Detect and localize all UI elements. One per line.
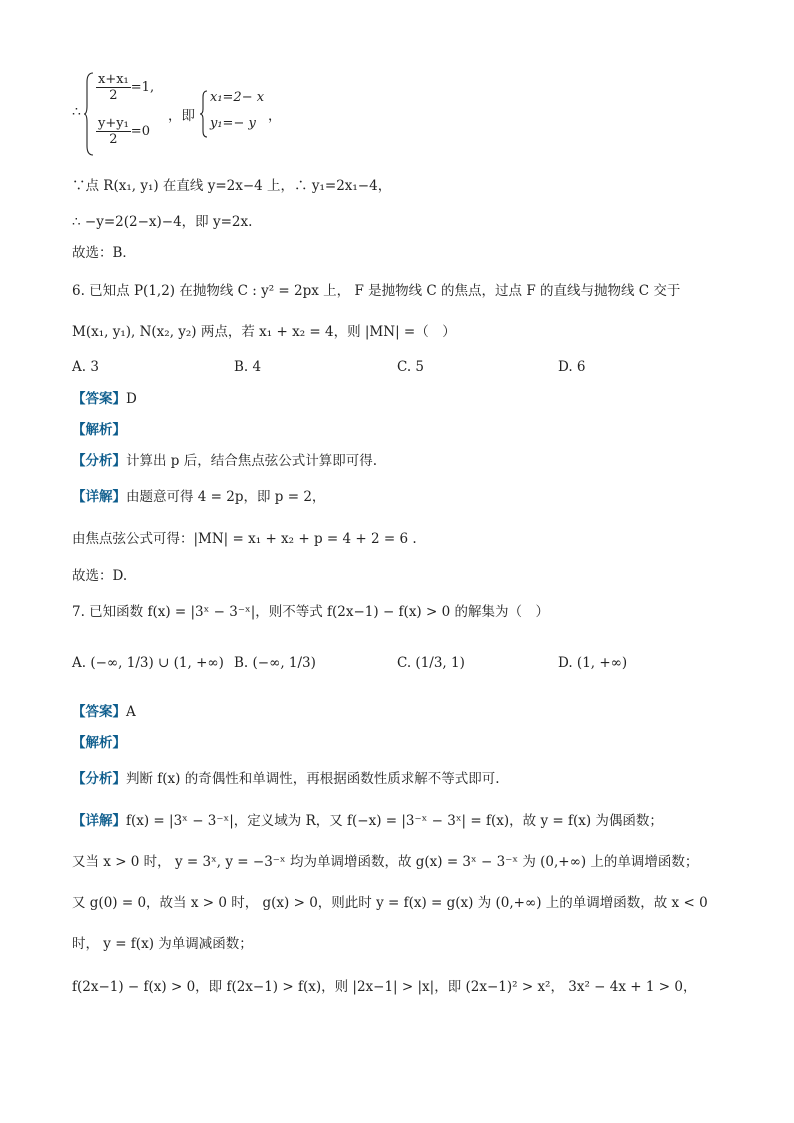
- q6-stem-line2: M(x₁, y₁), N(x₂, y₂) 两点，若 x₁ + x₂ = 4，则 |MN| =（ ）: [72, 324, 456, 340]
- eq2-denominator: 2: [109, 132, 118, 147]
- q7-option-b: B. (−∞, 1/3): [234, 655, 316, 671]
- result-x1: x₁=2− x: [210, 90, 265, 105]
- result-y1: y₁=− y: [210, 116, 256, 131]
- q7-stem: 7. 已知函数 f(x) = |3ˣ − 3⁻ˣ|，则不等式 f(2x−1) − f(x) > 0 的解集为（ ）: [72, 604, 549, 620]
- q7-answer: A: [126, 704, 136, 720]
- choose-b-text: 故选：B．: [72, 245, 136, 261]
- eq1-denominator: 2: [109, 88, 118, 103]
- eq1-rhs: =1,: [130, 80, 155, 95]
- eq1: [96, 72, 154, 103]
- q6-fenxi-row: [72, 452, 377, 470]
- trailing-comma: ，: [268, 108, 282, 124]
- eq1-fraction: [96, 72, 131, 103]
- q6-stem-line1: 6. 已知点 P(1,2) 在抛物线 C : y² = 2px 上， F 是抛物线 C 的焦点，过点 F 的直线与抛物线 C 交于: [72, 283, 681, 299]
- eq2-rhs: =0: [130, 124, 150, 139]
- q6-option-b: B. 4: [234, 359, 262, 375]
- q6-formula: 由焦点弦公式可得：|MN| = x₁ + x₂ + p = 4 + 2 = 6 .: [72, 531, 417, 547]
- q6-answer-row: [72, 390, 137, 408]
- q7-fenxi-row: [72, 770, 500, 788]
- eq2: [96, 116, 150, 147]
- q6-xiangjie-row: [72, 488, 325, 506]
- q7-xiangjie-row: [72, 812, 663, 830]
- q7-fenxi-tag: 【分析】: [72, 771, 126, 787]
- therefore-symbol: ∴: [72, 104, 81, 120]
- q7-analysis-tag: 【解析】: [72, 735, 126, 751]
- eq1-numerator: x+x₁: [98, 72, 129, 87]
- q7-detail-3: 又 g(0) = 0，故当 x > 0 时， g(x) > 0，则此时 y = f(x) = g(x) 为 (0,+∞) 上的单调增函数，故 x < 0: [72, 895, 708, 911]
- q7-answer-tag: 【答案】: [72, 704, 126, 720]
- q6-fenxi: 计算出 p 后，结合焦点弦公式计算即可得.: [126, 453, 378, 469]
- eq2-fraction: [96, 116, 131, 147]
- eq2-numerator: y+y₁: [98, 116, 129, 131]
- q6-answer: D: [126, 391, 137, 407]
- q7-analysis-row: [72, 734, 126, 752]
- derivation-text: ∴ −y=2(2−x)−4，即 y=2x.: [72, 214, 253, 230]
- right-brace: [200, 90, 208, 138]
- q6-answer-tag: 【答案】: [72, 391, 126, 407]
- q6-option-d: D. 6: [558, 359, 586, 375]
- q6-option-a: A. 3: [72, 359, 99, 375]
- q7-detail-4: 时， y = f(x) 为单调减函数；: [72, 936, 253, 952]
- equation-system: [72, 70, 392, 160]
- left-brace: [84, 72, 94, 156]
- q6-choose: 故选：D.: [72, 568, 128, 584]
- q7-xiangjie-tag: 【详解】: [72, 813, 126, 829]
- point-on-line-text: ∵点 R(x₁, y₁) 在直线 y=2x−4 上，∴ y₁=2x₁−4，: [72, 178, 392, 194]
- q6-analysis-tag: 【解析】: [72, 422, 126, 438]
- q6-fenxi-tag: 【分析】: [72, 453, 126, 469]
- q7-detail-2: 又当 x > 0 时， y = 3ˣ, y = −3⁻ˣ 均为单调增函数，故 g(x) = 3ˣ − 3⁻ˣ 为 (0,+∞) 上的单调增函数；: [72, 854, 699, 870]
- q7-option-d: D. (1, +∞): [558, 655, 628, 671]
- q7-option-c: C. (1/3, 1): [397, 655, 465, 671]
- q6-option-c: C. 5: [397, 359, 425, 375]
- q7-option-a: A. (−∞, 1/3) ∪ (1, +∞): [72, 655, 224, 671]
- q7-fenxi: 判断 f(x) 的奇偶性和单调性，再根据函数性质求解不等式即可.: [126, 771, 500, 787]
- q6-xiangjie: 由题意可得 4 = 2p，即 p = 2，: [126, 489, 326, 505]
- q6-analysis-row: [72, 421, 126, 439]
- q6-xiangjie-tag: 【详解】: [72, 489, 126, 505]
- q7-answer-row: [72, 703, 136, 721]
- connector-text: ，即: [168, 108, 195, 124]
- q7-detail-5: f(2x−1) − f(x) > 0，即 f(2x−1) > f(x)，则 |2x−1| > |x|，即 (2x−1)² > x²， 3x² − 4x + 1 > 0，: [72, 979, 697, 995]
- q7-xiangjie: f(x) = |3ˣ − 3⁻ˣ|，定义域为 R，又 f(−x) = |3⁻ˣ − 3ˣ| = f(x)，故 y = f(x) 为偶函数；: [126, 813, 663, 829]
